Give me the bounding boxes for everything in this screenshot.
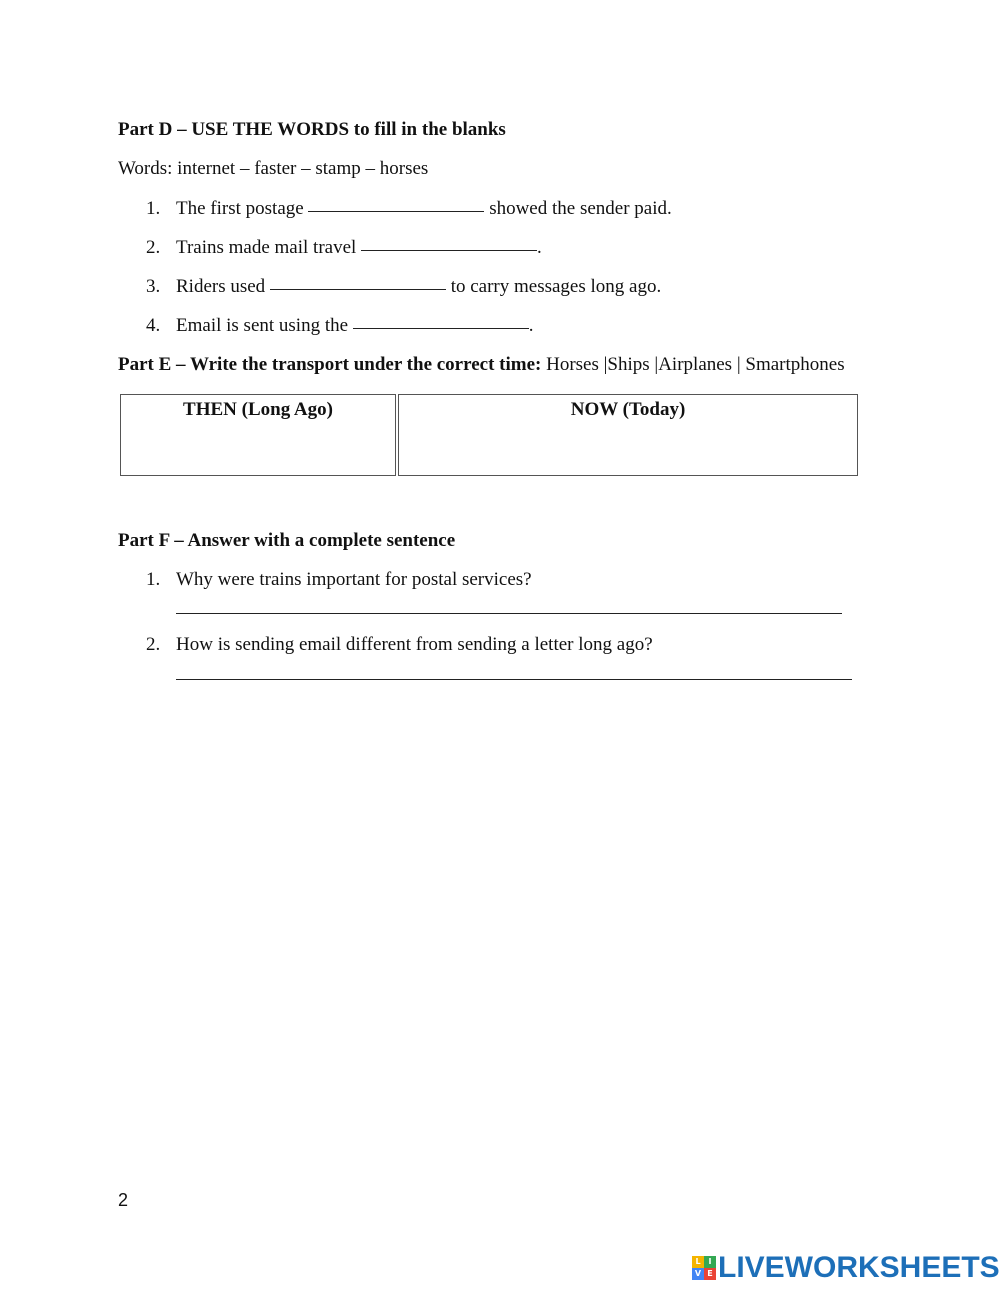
item-text-after: to carry messages long ago. (445, 276, 662, 297)
liveworksheets-logo (692, 1253, 1000, 1283)
logo-text: LIVEWORKSHEETS (718, 1251, 1000, 1284)
part-e-instruction (118, 354, 845, 376)
question-number: 1. (146, 569, 161, 590)
then-header: THEN (Long Ago) (183, 399, 333, 420)
now-header: NOW (Today) (570, 399, 686, 420)
item-number: 4. (146, 315, 161, 336)
logo-letter: V (692, 1268, 704, 1280)
question-text: Why were trains important for postal services? (176, 569, 532, 590)
logo-grid-icon (692, 1256, 716, 1280)
item-text-after: . (537, 237, 542, 258)
part-d-item-4 (146, 315, 534, 337)
then-column[interactable] (120, 394, 396, 476)
part-d-heading: Part D – USE THE WORDS to fill in the blanks (118, 119, 506, 140)
part-d-item-3 (146, 276, 661, 298)
answer-line-2[interactable] (176, 679, 852, 680)
part-f-question-1 (146, 569, 532, 591)
answer-line-1[interactable] (176, 613, 842, 614)
fill-blank-3[interactable] (270, 288, 446, 290)
part-e-heading: Part E – Write the transport under the correct time: (118, 354, 542, 375)
part-d-item-2 (146, 237, 542, 259)
item-text-before: Trains made mail travel (176, 237, 362, 258)
page-number: 2 (118, 1190, 129, 1210)
fill-blank-4[interactable] (353, 327, 529, 329)
question-number: 2. (146, 634, 161, 655)
fill-blank-2[interactable] (361, 249, 537, 251)
item-text-before: The first postage (176, 198, 309, 219)
item-number: 2. (146, 237, 161, 258)
logo-letter: L (692, 1256, 704, 1268)
part-f-question-2 (146, 634, 653, 656)
logo-letter: I (704, 1256, 716, 1268)
word-bank: Words: internet – faster – stamp – horses (118, 158, 429, 179)
question-text: How is sending email different from sending a letter long ago? (176, 634, 653, 655)
fill-blank-1[interactable] (308, 210, 484, 212)
part-f-heading: Part F – Answer with a complete sentence (118, 530, 456, 551)
logo-letter: E (704, 1268, 716, 1280)
part-d-item-1 (146, 198, 672, 220)
item-text-before: Riders used (176, 276, 270, 297)
transport-options: Horses |Ships |Airplanes | Smartphones (541, 354, 845, 375)
item-text-before: Email is sent using the (176, 315, 353, 336)
item-number: 1. (146, 198, 161, 219)
item-text-after: . (528, 315, 534, 336)
item-number: 3. (146, 276, 161, 297)
item-text-after: showed the sender paid. (484, 198, 672, 219)
now-column[interactable] (398, 394, 858, 476)
